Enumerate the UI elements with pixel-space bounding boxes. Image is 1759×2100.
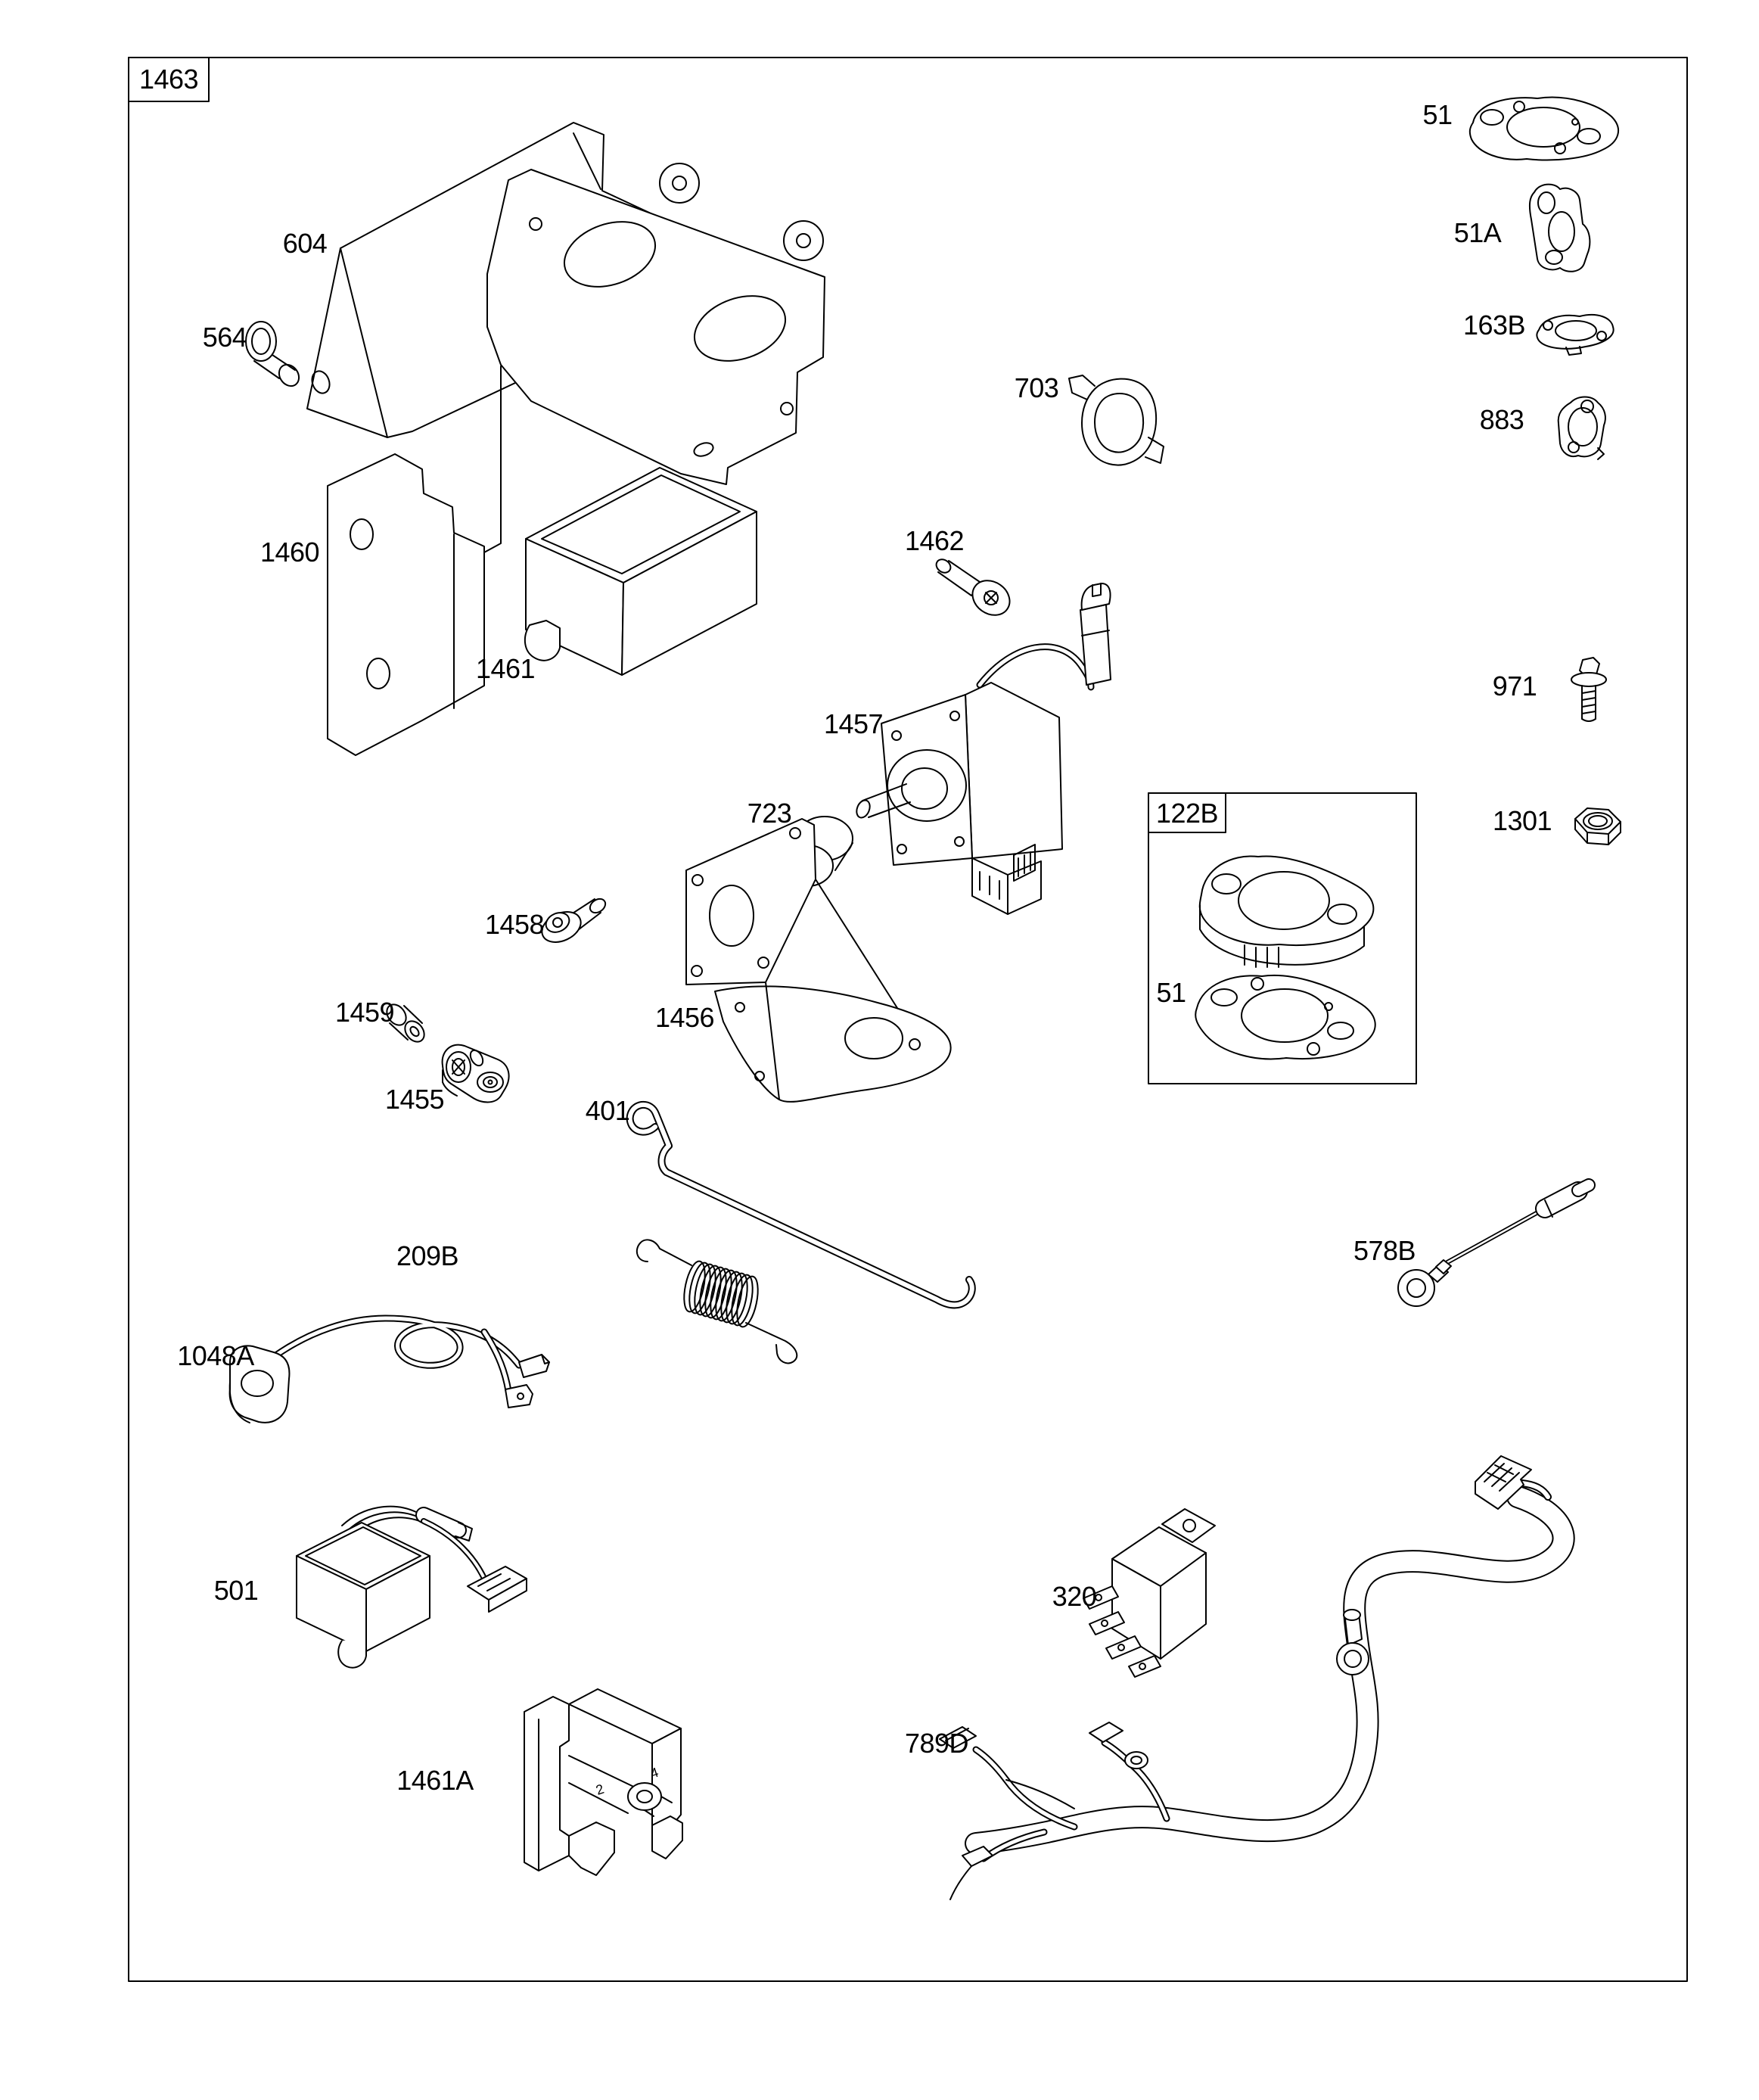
- part-564-pin-drawing: [246, 322, 303, 390]
- part-501-regulator-drawing: [297, 1507, 527, 1668]
- part-label-971: 971: [1492, 670, 1537, 702]
- figure-id-label: 1463: [138, 64, 199, 95]
- part-label-1461a: 1461A: [396, 1765, 474, 1796]
- part-label-789d: 789D: [904, 1728, 969, 1759]
- part-1455-link-drawing: [443, 1045, 509, 1103]
- part-label-1461: 1461: [475, 653, 536, 684]
- part-label-703: 703: [1014, 372, 1059, 403]
- part-578b-wire-drawing: [1398, 1185, 1589, 1306]
- part-label-564: 564: [202, 322, 247, 353]
- part-1461a-housing-drawing: [524, 1689, 682, 1875]
- part-label-51-top: 51: [1422, 99, 1453, 130]
- part-label-1462: 1462: [904, 525, 965, 556]
- part-label-883: 883: [1479, 404, 1524, 435]
- part-label-1460: 1460: [259, 537, 320, 568]
- part-label-578b: 578B: [1353, 1235, 1416, 1266]
- part-label-604: 604: [282, 228, 328, 259]
- molded-mark-2: 2: [594, 1781, 606, 1798]
- part-1048a-wire-drawing: [230, 1318, 549, 1423]
- part-label-501: 501: [213, 1575, 259, 1606]
- part-label-1455: 1455: [384, 1084, 445, 1115]
- part-1457-stepper-motor-drawing: [854, 583, 1111, 914]
- part-401-rod-drawing: [630, 1105, 972, 1305]
- part-1301-nut-drawing: [1575, 808, 1621, 845]
- part-label-1459: 1459: [334, 997, 395, 1028]
- part-51-gasket-drawing: [1470, 98, 1618, 160]
- part-label-320: 320: [1052, 1581, 1097, 1612]
- part-1458-screw-drawing: [537, 896, 608, 948]
- part-883-gasket-drawing: [1559, 397, 1605, 460]
- group-label-122b: 122B: [1155, 798, 1219, 829]
- molded-mark-4: 4: [648, 1764, 660, 1781]
- part-51a-gasket-drawing: [1530, 185, 1590, 272]
- group-122b-box: [1148, 793, 1416, 1084]
- part-label-1457: 1457: [823, 708, 884, 739]
- part-label-1456: 1456: [654, 1002, 715, 1033]
- part-label-163b: 163B: [1462, 310, 1526, 341]
- part-1462-screw-drawing: [934, 557, 1016, 622]
- part-label-723: 723: [747, 798, 792, 829]
- part-label-51-group: 51: [1156, 977, 1186, 1008]
- part-163b-gasket-drawing: [1537, 315, 1613, 355]
- part-1461-cover-drawing: [525, 468, 757, 675]
- part-320-relay-drawing: [1083, 1509, 1215, 1677]
- part-971-screw-drawing: [1571, 658, 1606, 721]
- part-label-51a: 51A: [1453, 217, 1502, 248]
- part-label-401: 401: [585, 1095, 630, 1126]
- part-label-1301: 1301: [1492, 805, 1552, 836]
- part-789d-harness-drawing: [940, 1456, 1564, 1899]
- part-703-clip-drawing: [1069, 375, 1164, 465]
- part-label-1048a: 1048A: [177, 1340, 254, 1371]
- part-label-1458: 1458: [484, 909, 545, 940]
- part-label-209b: 209B: [396, 1240, 459, 1271]
- part-209b-spring-drawing: [637, 1240, 797, 1363]
